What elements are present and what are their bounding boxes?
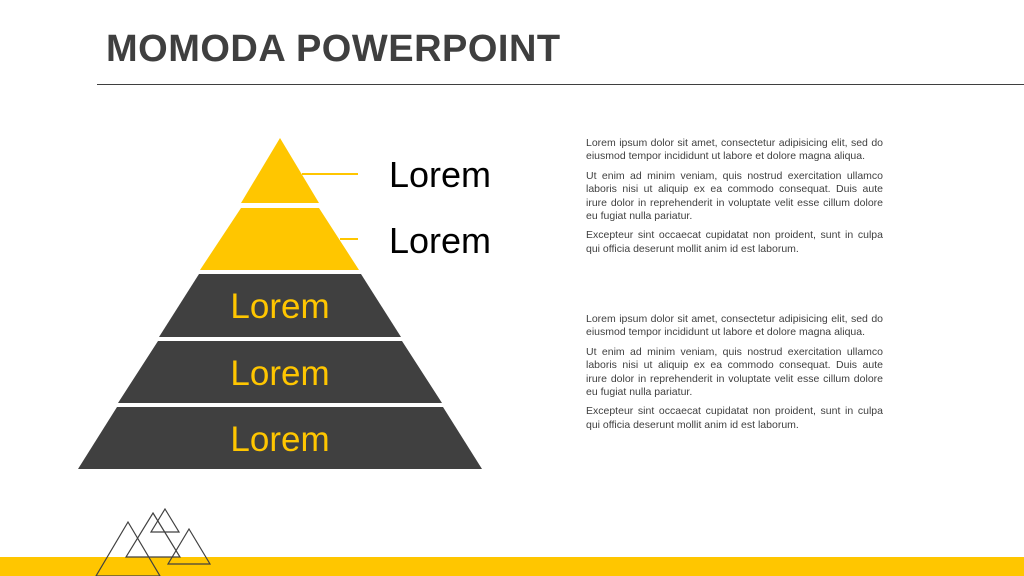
page-title: MOMODA POWERPOINT: [106, 28, 561, 70]
triangles-outline-icon: [0, 0, 230, 576]
text-block-1-paragraph-3: Excepteur sint occaecat cupidatat non proident, sunt in culpa qui officia deserunt mollit anim id est laborum.: [586, 229, 883, 255]
text-block-2: [586, 313, 883, 438]
pyramid-level-1-label: Lorem: [389, 154, 492, 195]
pyramid-level-2-label: Lorem: [389, 220, 492, 261]
deco-triangle-large: [96, 522, 160, 576]
pyramid-level-5-label: Lorem: [230, 420, 330, 459]
text-block-2-paragraph-3: Excepteur sint occaecat cupidatat non proident, sunt in culpa qui officia deserunt mollit anim id est laborum.: [586, 405, 883, 431]
text-block-2-paragraph-1: Lorem ipsum dolor sit amet, consectetur adipisicing elit, sed do eiusmod tempor incididunt ut labore et dolore magna aliqua.: [586, 313, 883, 339]
pyramid-level-4-label: Lorem: [230, 354, 330, 393]
pyramid-level-1-shape: [241, 138, 319, 203]
deco-triangle-small: [151, 509, 179, 532]
pyramid-level-3-label: Lorem: [230, 287, 330, 326]
text-block-1: [586, 137, 883, 262]
deco-triangle-right: [168, 529, 210, 564]
text-block-1-paragraph-1: Lorem ipsum dolor sit amet, consectetur adipisicing elit, sed do eiusmod tempor incididunt ut labore et dolore magna aliqua.: [586, 137, 883, 163]
text-block-2-paragraph-2: Ut enim ad minim veniam, quis nostrud exercitation ullamco laboris nisi ut aliquip ex ea commodo consequat. Duis aute irure dolor in reprehenderit in voluptate velit esse cillum dolore eu fugiat nulla pariatur.: [586, 345, 883, 399]
text-block-1-paragraph-2: Ut enim ad minim veniam, quis nostrud exercitation ullamco laboris nisi ut aliquip ex ea commodo consequat. Duis aute irure dolor in reprehenderit in voluptate velit esse cillum dolore eu fugiat nulla pariatur.: [586, 169, 883, 223]
